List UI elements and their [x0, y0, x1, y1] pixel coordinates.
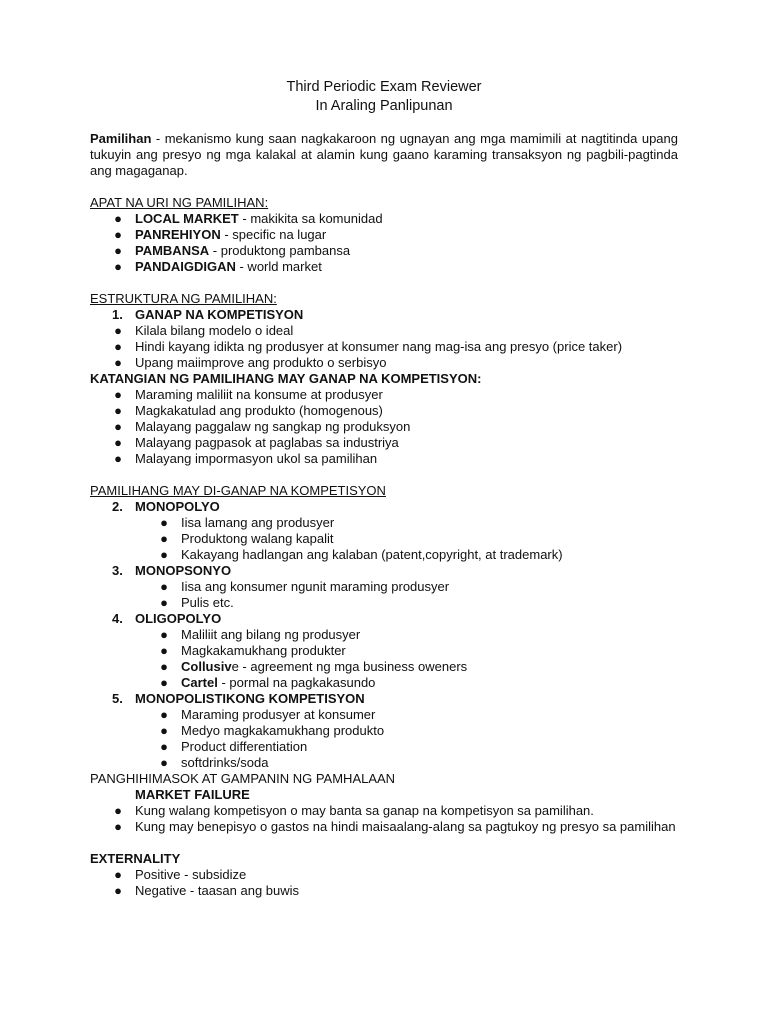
intro-definition: - mekanismo kung saan nagkakaroon ng ugnayan ang mga mamimili at nagtitinda upang tukuyin ang presyo ng mga kalakal at alamin kung gaano karaming transaksyon ng pagbili-pagtinda ang magaganap. — [90, 131, 678, 178]
bullet-icon: ● — [114, 419, 122, 434]
item-desc: - pormal na pagkakasundo — [217, 675, 376, 690]
item-text: Upang maiimprove ang produkto o serbisyo — [135, 355, 387, 370]
uri-list — [90, 211, 678, 275]
bullet-icon: ● — [160, 547, 168, 562]
list-item — [90, 259, 678, 275]
bullet-icon: ● — [114, 355, 122, 370]
item-text: Produktong walang kapalit — [181, 531, 334, 546]
intro-term: Pamilihan — [90, 131, 152, 146]
list-item — [90, 595, 678, 611]
item-text: Magkakatulad ang produkto (homogenous) — [135, 403, 383, 418]
list-item — [90, 387, 678, 403]
uri-heading: APAT NA URI NG PAMILIHAN: — [90, 195, 269, 210]
monopolistiko-heading — [90, 691, 678, 707]
estruktura-heading: ESTRUKTURA NG PAMILIHAN: — [90, 291, 277, 306]
list-item — [90, 659, 678, 675]
list-item — [90, 451, 678, 467]
section-number: 1. — [112, 307, 123, 322]
bullet-icon: ● — [160, 595, 168, 610]
item-text: Hindi kayang idikta ng produsyer at konsumer nang mag-isa ang presyo (price taker) — [135, 339, 623, 354]
bullet-icon: ● — [114, 243, 122, 258]
section-number: 4. — [112, 611, 123, 626]
oligopolyo-list — [90, 627, 678, 691]
bullet-icon: ● — [114, 387, 122, 402]
monopsonyo-list — [90, 579, 678, 611]
document-title: Third Periodic Exam Reviewer — [286, 79, 482, 95]
section-label: OLIGOPOLYO — [135, 611, 222, 626]
list-item — [90, 355, 678, 371]
item-text: Malayang paggalaw ng sangkap ng produksyon — [135, 419, 411, 434]
section-label: GANAP NA KOMPETISYON — [135, 307, 304, 322]
item-term: Cartel — [181, 675, 218, 690]
bullet-icon: ● — [114, 227, 122, 242]
monopolistiko-list — [90, 707, 678, 771]
market-failure-heading: MARKET FAILURE — [135, 787, 250, 802]
item-term: PAMBANSA — [135, 243, 210, 258]
bullet-icon: ● — [160, 707, 168, 722]
list-item — [90, 819, 678, 835]
list-item — [90, 867, 678, 883]
bullet-icon: ● — [160, 627, 168, 642]
list-item — [90, 227, 678, 243]
list-item — [90, 419, 678, 435]
section-label: MONOPOLISTIKONG KOMPETISYON — [135, 691, 365, 706]
list-item — [90, 515, 678, 531]
list-item — [90, 739, 678, 755]
oligopolyo-heading — [90, 611, 678, 627]
externality-list — [90, 867, 678, 899]
bullet-icon: ● — [114, 883, 122, 898]
item-text: Kakayang hadlangan ang kalaban (patent,copyright, at trademark) — [181, 547, 563, 562]
bullet-icon: ● — [160, 643, 168, 658]
list-item — [90, 883, 678, 899]
intro-paragraph — [90, 131, 678, 179]
title-block — [90, 78, 678, 116]
item-text: Malayang pagpasok at paglabas sa industriya — [135, 435, 399, 450]
list-item — [90, 403, 678, 419]
item-desc: - world market — [235, 259, 322, 274]
item-text: Kung walang kompetisyon o may banta sa ganap na kompetisyon sa pamilihan. — [135, 803, 594, 818]
bullet-icon: ● — [160, 659, 168, 674]
bullet-icon: ● — [160, 739, 168, 754]
bullet-icon: ● — [114, 259, 122, 274]
bullet-icon: ● — [160, 755, 168, 770]
item-desc: - produktong pambansa — [209, 243, 351, 258]
list-item — [90, 435, 678, 451]
market-failure-list — [90, 803, 678, 835]
bullet-icon: ● — [114, 211, 122, 226]
item-text: Kung may benepisyo o gastos na hindi maisaalang-alang sa pagtukoy ng presyo sa pamilihan — [135, 819, 676, 834]
list-item — [90, 579, 678, 595]
item-text: Iisa lamang ang produsyer — [181, 515, 335, 530]
section-number: 3. — [112, 563, 123, 578]
item-text: softdrinks/soda — [181, 755, 269, 770]
item-desc: Magkakamukhang produkter — [181, 643, 346, 658]
document-subtitle: In Araling Panlipunan — [315, 98, 453, 114]
item-text: Medyo magkakamukhang produkto — [181, 723, 385, 738]
bullet-icon: ● — [160, 531, 168, 546]
diganap-heading: PAMILIHANG MAY DI-GANAP NA KOMPETISYON — [90, 483, 386, 498]
list-item — [90, 339, 678, 355]
item-desc: e - agreement ng mga business oweners — [231, 659, 468, 674]
monopolyo-list — [90, 515, 678, 563]
monopolyo-heading — [90, 499, 678, 515]
bullet-icon: ● — [160, 579, 168, 594]
item-text: Kilala bilang modelo o ideal — [135, 323, 294, 338]
item-term: PANDAIGDIGAN — [135, 259, 236, 274]
list-item — [90, 643, 678, 659]
bullet-icon: ● — [160, 675, 168, 690]
list-item — [90, 243, 678, 259]
item-text: Iisa ang konsumer ngunit maraming produsyer — [181, 579, 450, 594]
list-item — [90, 803, 678, 819]
section-label: MONOPSONYO — [135, 563, 232, 578]
section-number: 5. — [112, 691, 123, 706]
bullet-icon: ● — [160, 515, 168, 530]
item-text: Positive - subsidize — [135, 867, 247, 882]
item-text: Malayang impormasyon ukol sa pamilihan — [135, 451, 378, 466]
bullet-icon: ● — [114, 403, 122, 418]
item-text: Pulis etc. — [181, 595, 234, 610]
item-text: Maraming maliliit na konsume at produsyer — [135, 387, 383, 402]
bullet-icon: ● — [114, 339, 122, 354]
ganap-list — [90, 323, 678, 371]
ganap-heading — [90, 307, 678, 323]
list-item — [90, 707, 678, 723]
katangian-heading: KATANGIAN NG PAMILIHANG MAY GANAP NA KOMPETISYON: — [90, 371, 482, 386]
list-item — [90, 675, 678, 691]
item-desc: - specific na lugar — [220, 227, 327, 242]
item-text: Maraming produsyer at konsumer — [181, 707, 376, 722]
panghihimasok-heading: PANGHIHIMASOK AT GAMPANIN NG PAMHALAAN — [90, 771, 396, 786]
katangian-list — [90, 387, 678, 467]
section-label: MONOPOLYO — [135, 499, 220, 514]
bullet-icon: ● — [114, 819, 122, 834]
item-desc: - makikita sa komunidad — [238, 211, 383, 226]
item-term: PANREHIYON — [135, 227, 221, 242]
section-number: 2. — [112, 499, 123, 514]
bullet-icon: ● — [114, 867, 122, 882]
bullet-icon: ● — [114, 451, 122, 466]
bullet-icon: ● — [114, 803, 122, 818]
bullet-icon: ● — [114, 435, 122, 450]
list-item — [90, 323, 678, 339]
item-term: LOCAL MARKET — [135, 211, 239, 226]
list-item — [90, 211, 678, 227]
bullet-icon: ● — [160, 723, 168, 738]
monopsonyo-heading — [90, 563, 678, 579]
list-item — [90, 531, 678, 547]
externality-heading: EXTERNALITY — [90, 851, 181, 866]
item-term: Collusiv — [181, 659, 232, 674]
item-desc: Maliliit ang bilang ng produsyer — [181, 627, 361, 642]
list-item — [90, 627, 678, 643]
list-item — [90, 547, 678, 563]
list-item — [90, 755, 678, 771]
item-text: Product differentiation — [181, 739, 308, 754]
item-text: Negative - taasan ang buwis — [135, 883, 300, 898]
list-item — [90, 723, 678, 739]
bullet-icon: ● — [114, 323, 122, 338]
